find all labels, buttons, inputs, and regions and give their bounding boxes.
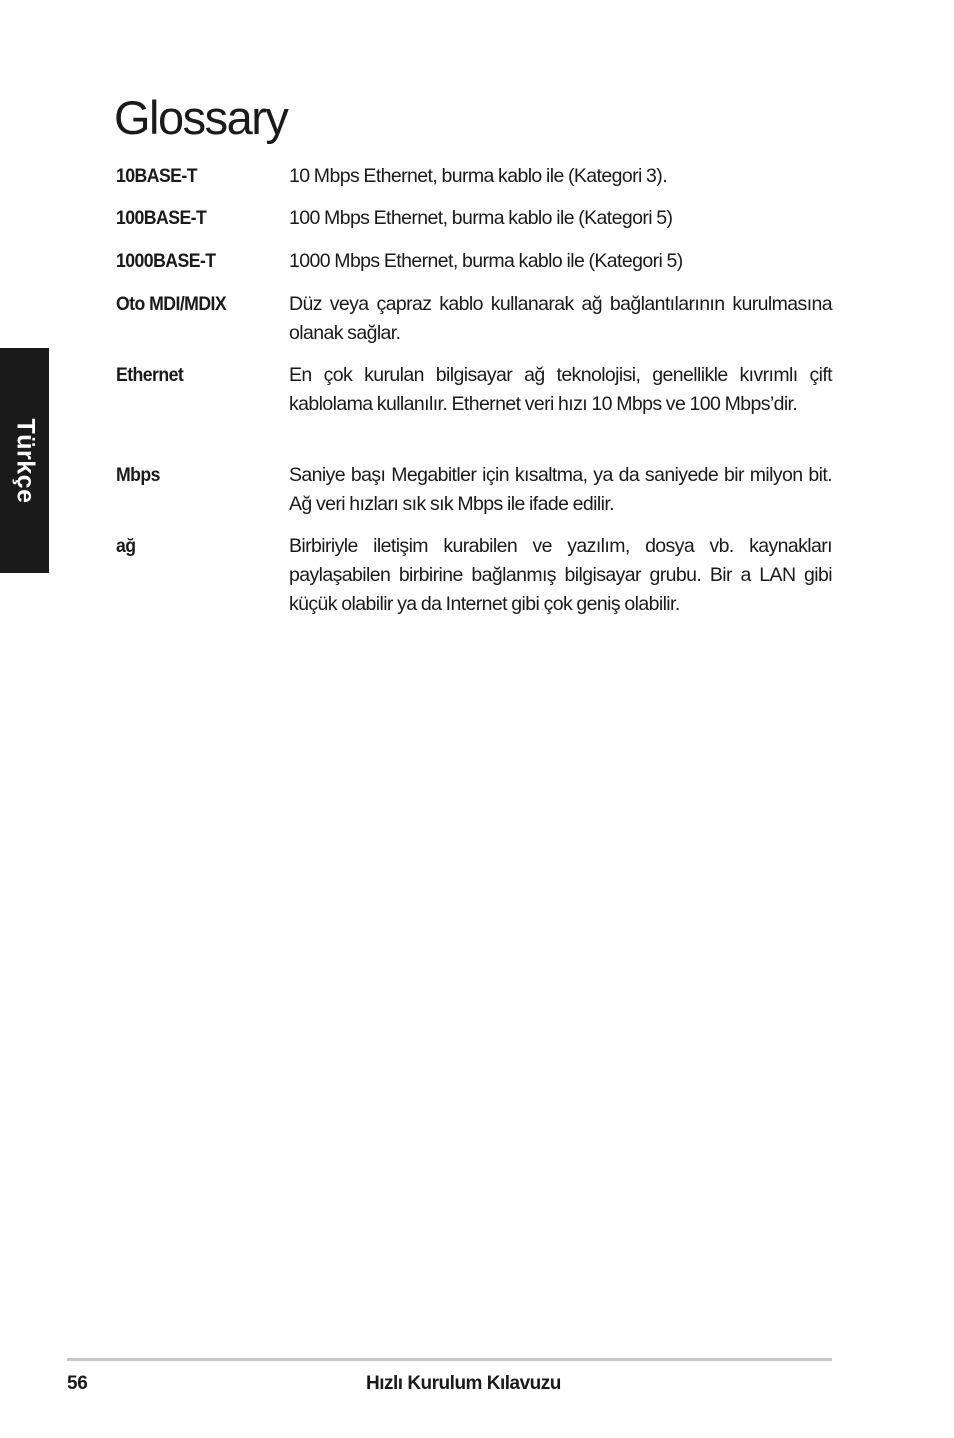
footer-divider [67,1358,832,1361]
language-side-tab [0,348,49,573]
glossary-entry [116,247,832,290]
glossary-term: 100BASE-T [116,208,207,229]
glossary-definition: 100 Mbps Ethernet, burma kablo ile (Kategori 5) [289,207,673,229]
page-number: 56 [67,1373,88,1394]
glossary-entry [116,204,832,247]
glossary-term: Ethernet [116,365,184,386]
glossary-term: 10BASE-T [116,166,197,187]
glossary-definition: 10 Mbps Ethernet, burma kablo ile (Kategori 3). [289,165,668,187]
glossary-definition: Birbiriyle iletişim kurabilen ve yazılım, dosya vb. kaynakları paylaşabilen birbirine bağlanmış bilgisayar grubu. Bir a LAN gibi küçük olabilir ya da Internet gibi çok geniş olabilir. [289,535,832,615]
page-title: Glossary [114,91,288,144]
glossary-term: 1000BASE-T [116,251,216,272]
footer-title: Hızlı Kurulum Kılavuzu [366,1373,561,1394]
glossary-entry [116,361,832,461]
glossary-definition: Saniye başı Megabitler için kısaltma, ya da saniyede bir milyon bit. Ağ veri hızları sık sık Mbps ile ifade edilir. [289,464,832,515]
glossary-term: Mbps [116,465,160,486]
glossary-definition: Düz veya çapraz kablo kullanarak ağ bağlantılarının kurulmasına olanak sağlar. [289,293,832,344]
glossary-entry [116,532,832,632]
language-label: Türkçe [11,418,39,503]
glossary-definition: En çok kurulan bilgisayar ağ teknolojisi, genellikle kıvrımlı çift kablolama kullanılır. Ethernet veri hızı 10 Mbps ve 100 Mbps’dir. [289,364,832,415]
glossary-entry [116,461,832,532]
glossary-entry [116,162,832,204]
glossary-entry [116,290,832,361]
glossary-term: Oto MDI/MDIX [116,294,227,315]
glossary-list [116,162,832,632]
glossary-definition: 1000 Mbps Ethernet, burma kablo ile (Kategori 5) [289,250,683,272]
glossary-term: ağ [116,536,136,557]
